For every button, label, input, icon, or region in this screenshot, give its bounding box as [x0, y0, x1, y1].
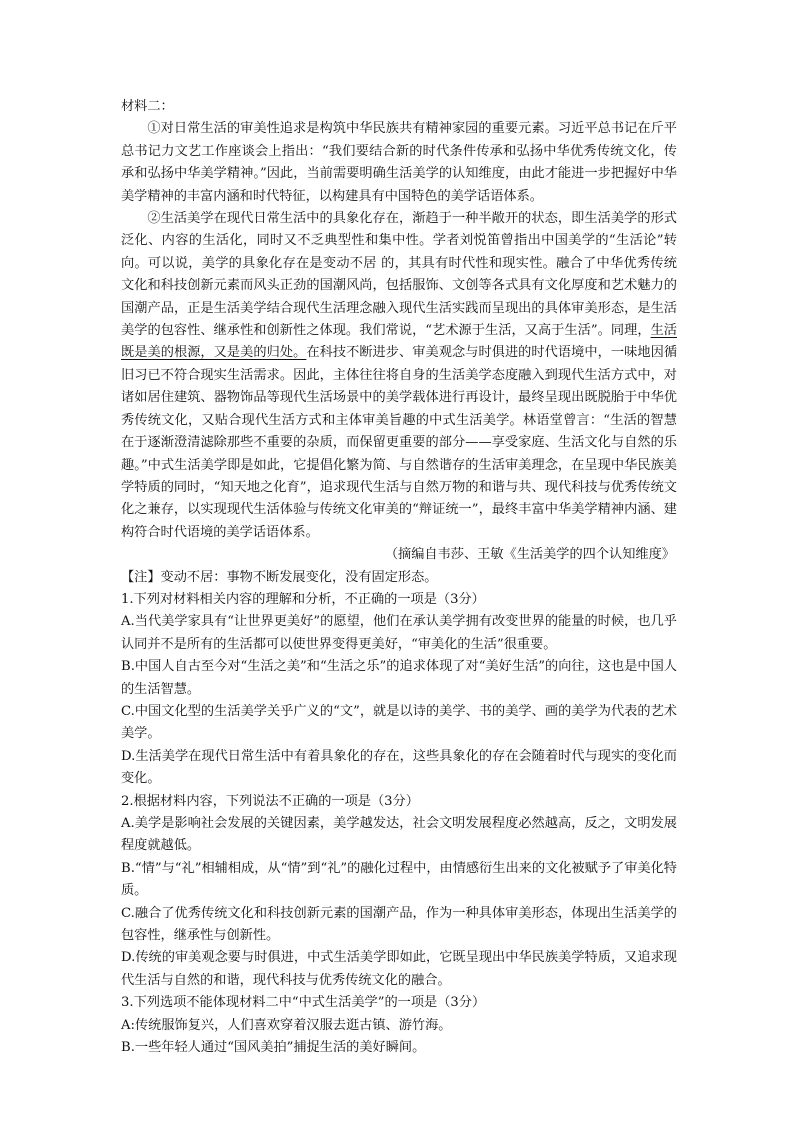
question-2-option-d: D.传统的审美观念要与时俱进，中式生活美学即如此，它既呈现出中华民族美学特质，又追求现代生活与自然的和谐，现代科技与优秀传统文化的融合。 [121, 950, 677, 988]
source-citation: （摘编自韦莎、王敏《生活美学的四个认知维度》 [384, 547, 675, 563]
question-2-option-c: C.融合了优秀传统文化和科技创新元素的国潮产品，作为一种具体审美形态，体现出生活美学的包容性，继承性与创新性。 [121, 905, 677, 944]
question-1-option-b: B.中国人自古至今对“生活之美”和“生活之乐”的追求体现了对“美好生活”的向往，这也是中国人的生活智慧。 [121, 659, 677, 697]
question-1-option-c: C.中国文化型的生活美学关乎广义的“文”，就是以诗的美学、书的美学、画的美学为代表的艺术美学。 [121, 703, 677, 742]
paragraph-1: ①对日常生活的审美性追求是构筑中华民族共有精神家园的重要元素。习近平总书记在斤平总书记力文艺工作座谈会上指出：“我们要结合新的时代条件传承和弘扬中华优秀传统文化，传承和弘扬中华美学精神。”因此，当前需要明确生活美学的认知维度，由此才能进一步把握好中华美学精神的丰富内涵和时代特征，以构建具有中国特色的美学话语体系。 [121, 121, 677, 204]
question-3-stem: 3.下列选项不能体现材料二中“中式生活美学”的一项是（3分） [121, 995, 486, 1011]
paragraph-2-part-1: ②生活美学在现代日常生活中的具象化存在，渐趋于一种半敞开的状态，即生活美学的形式泛化、内容的生活化，同时又不乏典型性和集中性。学者刘悦笛曾指出中国美学的“生活论”转向。可以说，美学的具象化存在是变动不居 的，其具有时代性和现实性。融合了中华优秀传统文化和科技创新元素而风头正劲的国潮风尚，包括服饰、文创等各式具有文化厚度和艺术魅力的国潮产品，正是生活美学结合现代生活理念融入现代生活实践而呈现出的具体审美形态，是生活美学的包容性、继承性和创新性之体现。我们常说，“艺术源于生活，又高于生活”。同理， [121, 211, 677, 339]
question-1-option-a: A.当代美学家具有“让世界更美好”的愿望，他们在承认美学拥有改变世界的能量的时候，也几乎认同并不是所有的生活都可以使世界变得更美好，“审美化的生活”很重要。 [121, 614, 677, 652]
underlined-sentence: 生活既是美的根源，又是美的归处。 [121, 323, 677, 361]
question-2-option-b: B.“情”与“礼”相辅相成，从“情”到“礼”的融化过程中，由情感衍生出来的文化被赋予了审美化特质。 [121, 860, 677, 899]
question-1-option-d: D.生活美学在现代日常生活中有着具象化的存在，这些具象化的存在会随着时代与现实的变化而变化。 [121, 748, 677, 787]
question-2-stem: 2.根据材料内容，下列说法不正确的一项是（3分） [121, 793, 419, 809]
question-2-option-a: A.美学是影响社会发展的关键因素，美学越发达，社会文明发展程度必然越高，反之，文明发展程度就越低。 [121, 816, 677, 854]
paragraph-2-part-2: 在科技不断进步、审美观念与时俱进的时代语境中，一味地因循旧习已不符合现实生活需求。因此，主体往往将自身的生活美学态度融入到现代生活方式中，对诸如居住建筑、器物饰品等现代生活场景中的美学载体进行再设计，最终呈现出既脱胎于中华优秀传统文化，又贴合现代生活方式和主体审美旨趣的中式生活美学。林语堂曾言：“生活的智慧在于逐渐澄清滤除那些不重要的杂质，而保留更重要的部分——享受家庭、生活文化与自然的乐趣。”中式生活美学即是如此，它提倡化繁为简、与自然谐存的生活审美理念，在呈现中华民族美学特质的同时，“知天地之化育”，追求现代生活与自然万物的和谐与共、现代科技与优秀传统文化之兼存，以实现现代生活体验与传统文化审美的“辩证统一”，最终丰富中华美学精神内涵、建构符合时代语境的美学话语体系。 [121, 345, 678, 540]
material-heading: 材料二： [121, 99, 174, 114]
paragraph-2 [121, 208, 677, 544]
footnote: 【注】变动不居：事物不断发展变化，没有固定形态。 [121, 569, 438, 585]
question-1-stem: 1.下列对材料相关内容的理解和分析，不正确的一项是（3分） [121, 591, 485, 607]
question-3-option-a: A:传统服饰复兴，人们喜欢穿着汉服去逛古镇、游竹海。 [121, 1017, 452, 1033]
question-3-option-b: B.一些年轻人通过“国风美拍”捕捉生活的美好瞬间。 [121, 1040, 426, 1056]
document-body [121, 96, 677, 1059]
